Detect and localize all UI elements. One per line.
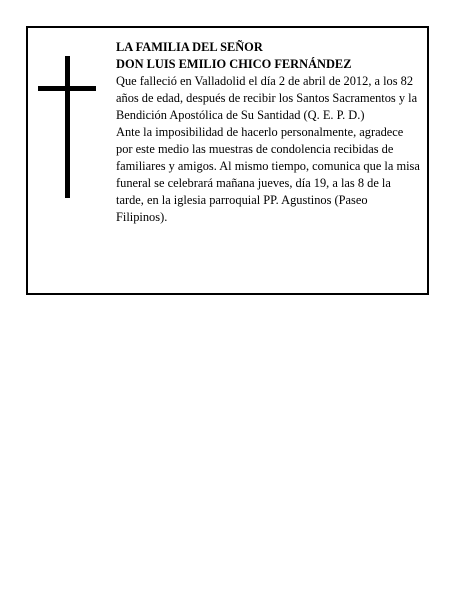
cross-horizontal-bar (38, 86, 96, 91)
thanks-and-mass-paragraph: Ante la imposibilidad de hacerlo personalmente, agradece por este medio las muestras de condolencia recibidas de familiares y amigos. Al mismo tiempo, comunica que la misa funeral se celebrará mañana jueves, día 19, a las 8 de la tarde, en la iglesia parroquial PP. Agustinos (Paseo Filipinos). (116, 125, 420, 224)
obituary-notice (26, 26, 429, 295)
death-announcement-paragraph: Que falleció en Valladolid el día 2 de abril de 2012, a los 82 años de edad, después de recibir los Santos Sacramentos y la Bendición Apostólica de Su Santidad (Q. E. P. D.) (116, 74, 418, 122)
heading-family: LA FAMILIA DEL SEÑOR (116, 40, 263, 54)
cross-vertical-bar (65, 56, 70, 198)
latin-cross-icon (38, 56, 96, 198)
notice-text (116, 39, 421, 226)
heading-deceased-name: DON LUIS EMILIO CHICO FERNÁNDEZ (116, 57, 352, 71)
